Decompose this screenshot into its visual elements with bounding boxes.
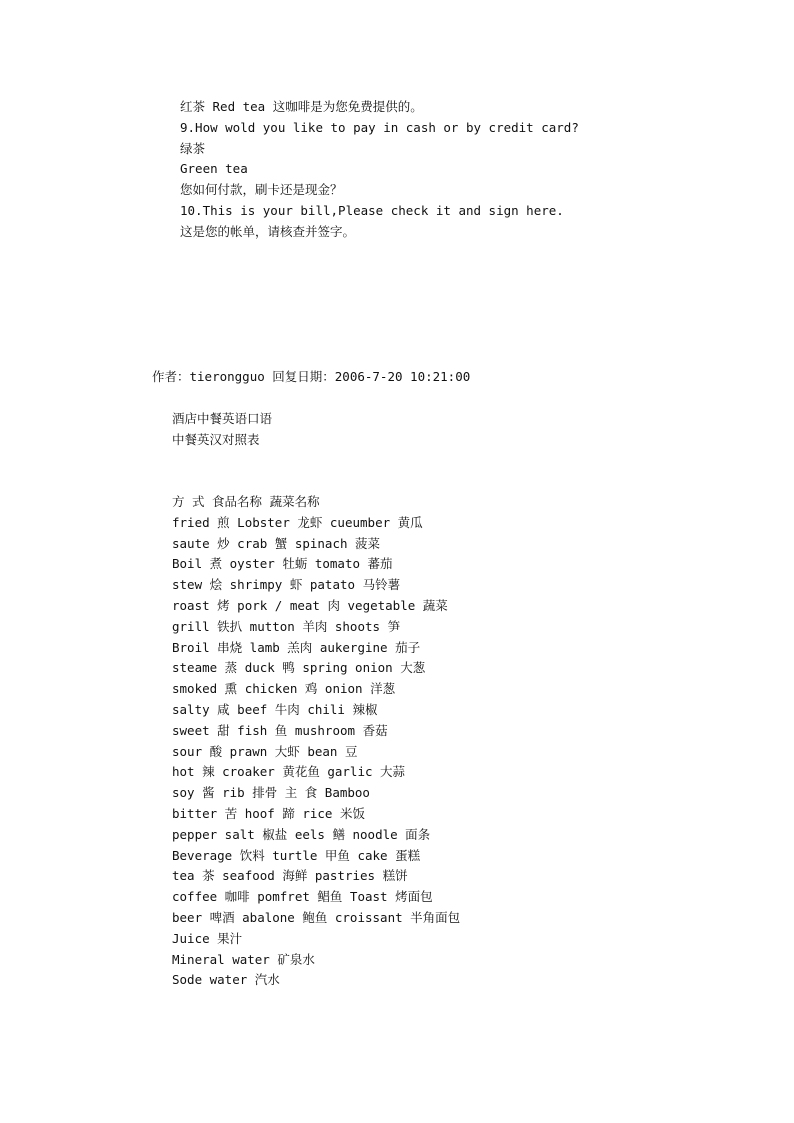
glossary-line: sweet 甜 fish 鱼 mushroom 香菇	[172, 722, 388, 738]
text-line: 绿茶	[180, 140, 206, 156]
text-line: 这是您的帐单，请核查并签字。	[180, 223, 356, 239]
glossary-line: Sode water 汽水	[172, 972, 280, 988]
glossary-line: Boil 煮 oyster 牡蛎 tomato 蕃茄	[172, 556, 393, 572]
text-line: Green tea	[180, 161, 248, 177]
dialogue-lines	[180, 97, 579, 243]
text-line: 红茶 Red tea 这咖啡是为您免费提供的。	[180, 99, 423, 114]
glossary-line: soy 酱 rib 排骨 主 食 Bamboo	[172, 785, 370, 801]
glossary-line: Broil 串烧 lamb 羔肉 aukergine 茄子	[172, 639, 421, 655]
glossary-line: sour 酸 prawn 大虾 bean 豆	[172, 743, 358, 759]
glossary-header: 方 式 食品名称 蔬菜名称	[172, 494, 320, 509]
section-titles	[172, 409, 272, 451]
section-title: 酒店中餐英语口语	[172, 411, 273, 426]
glossary-list	[172, 492, 460, 991]
glossary-line: stew 烩 shrimpy 虾 patato 马铃薯	[172, 577, 401, 593]
glossary-line: grill 铁扒 mutton 羊肉 shoots 笋	[172, 618, 401, 634]
glossary-line: coffee 咖啡 pomfret 鲳鱼 Toast 烤面包	[172, 889, 433, 905]
section-subtitle: 中餐英汉对照表	[172, 431, 260, 447]
text-line: 10.This is your bill,Please check it and sign here.	[180, 202, 564, 218]
glossary-line: Juice 果汁	[172, 930, 243, 946]
post-author-line	[152, 367, 470, 388]
glossary-line: saute 炒 crab 蟹 spinach 菠菜	[172, 535, 381, 551]
author-reply-date: 作者：tierongguo 回复日期：2006-7-20 10:21:00	[152, 369, 471, 384]
glossary-line: tea 茶 seafood 海鲜 pastries 糕饼	[172, 868, 408, 884]
glossary-line: Beverage 饮料 turtle 甲鱼 cake 蛋糕	[172, 847, 421, 863]
text-line: 9.How wold you like to pay in cash or by credit card?	[180, 119, 579, 135]
glossary-line: pepper salt 椒盐 eels 鳝 noodle 面条	[172, 826, 431, 842]
glossary-line: steame 蒸 duck 鸭 spring onion 大葱	[172, 660, 426, 676]
glossary-line: roast 烤 pork / meat 肉 vegetable 蔬菜	[172, 597, 448, 613]
glossary-line: salty 咸 beef 牛肉 chili 辣椒	[172, 701, 378, 717]
glossary-line: bitter 苦 hoof 蹄 rice 米饭	[172, 805, 365, 821]
text-line: 您如何付款，刷卡还是现金？	[180, 182, 343, 198]
glossary-line: smoked 熏 chicken 鸡 onion 洋葱	[172, 681, 396, 697]
glossary-line: hot 辣 croaker 黄花鱼 garlic 大蒜	[172, 764, 406, 780]
glossary-line: beer 啤酒 abalone 鲍鱼 croissant 半角面包	[172, 909, 461, 925]
glossary-line: Mineral water 矿泉水	[172, 951, 315, 967]
glossary-line: fried 煎 Lobster 龙虾 cueumber 黄瓜	[172, 514, 423, 530]
